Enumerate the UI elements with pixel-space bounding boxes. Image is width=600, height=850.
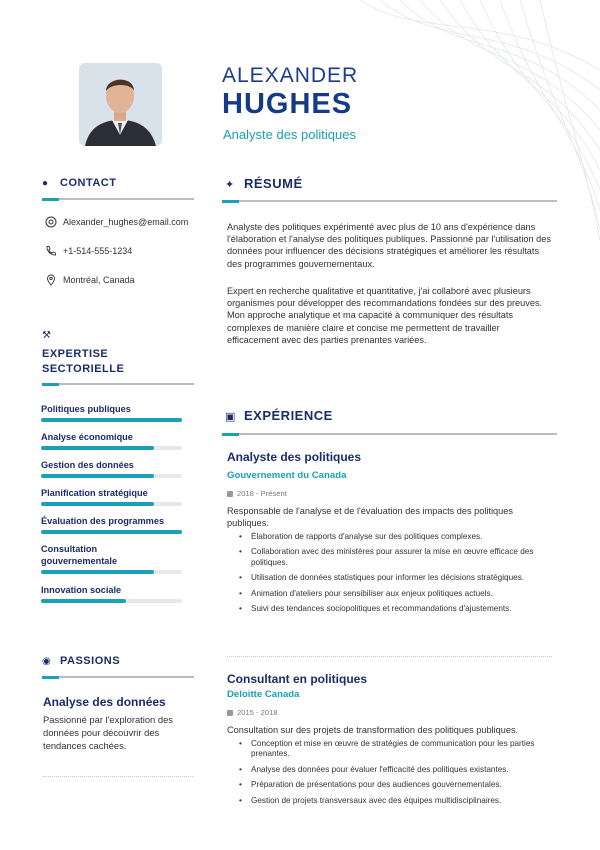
job-separator [227, 656, 552, 657]
contact-divider [42, 198, 194, 200]
job-dates: 2018 - Présent [227, 489, 557, 498]
experience-divider [222, 433, 557, 435]
skill-item: Évaluation des programmes [41, 515, 182, 534]
contact-location: Montréal, Canada [45, 274, 135, 286]
passion-title: Analyse des données [43, 695, 166, 709]
location-pin-icon [45, 274, 57, 286]
passion-separator [43, 776, 193, 777]
passion-description: Passionné par l'exploration des données pour découvrir des tendances cachées. [43, 714, 173, 751]
skill-item: Analyse économique [41, 431, 182, 450]
skill-item: Consultation gouvernementale [41, 543, 182, 574]
job-bullets [227, 739, 557, 806]
job-title: Analyste des politiques [227, 450, 362, 464]
first-name: ALEXANDER [222, 64, 359, 87]
phone-icon [45, 245, 57, 257]
skill-bar [41, 570, 182, 574]
skill-bar [41, 474, 182, 478]
lightbulb-icon: ◉ [42, 656, 52, 667]
user-icon: ● [42, 178, 49, 189]
list-item: • Animation d'ateliers pour sensibiliser aux enjeux politiques actuels. [239, 589, 557, 599]
skill-item: Planification stratégique [41, 487, 182, 506]
list-item: • Conception et mise en œuvre de stratégies de communication pour les parties prenantes. [239, 739, 557, 760]
at-icon [45, 216, 57, 228]
list-item: • Utilisation de données statistiques pour informer les décisions stratégiques. [239, 573, 557, 583]
job-title: Analyste des politiques [223, 127, 356, 142]
last-name: HUGHES [222, 88, 353, 120]
job-title: Consultant en politiques [227, 672, 367, 686]
skill-bar [41, 446, 182, 450]
list-item: • Suivi des tendances sociopolitiques et recommandations d'ajustements. [239, 604, 557, 614]
profile-photo [79, 63, 162, 146]
experience-heading: ▣ EXPÉRIENCE [225, 408, 333, 423]
job-company: Gouvernement du Canada [227, 470, 347, 481]
skill-item: Politiques publiques [41, 403, 182, 422]
resume-paragraph-1: Analyste des politiques expérimenté avec plus de 10 ans d'expérience dans l'élaboration et l'analyse des politiques publiques. Passionné par l'utilisation des données pour influencer des décisions stratégiques et améliorer les résultats des programmes gouvernementaux. [227, 222, 551, 269]
passions-heading: ◉ PASSIONS [42, 655, 121, 667]
calendar-icon [227, 710, 233, 716]
resume-heading: ✦ RÉSUMÉ [225, 176, 303, 191]
contact-heading: ● CONTACT [42, 177, 117, 189]
job-description: Consultation sur des projets de transformation des politiques publiques. [227, 725, 519, 735]
passions-divider [42, 676, 194, 678]
skill-bar [41, 530, 182, 534]
list-item: • Préparation de présentations pour des audiences gouvernementales. [239, 780, 557, 790]
job-entry [227, 672, 557, 811]
resume-paragraph-2: Expert en recherche qualitative et quantitative, j'ai collaboré avec plusieurs organismes pour développer des recommandations fondées sur des preuves. Mon approche analytique et ma capacité à communiquer des résultats complexes de manière claire et concise me permettent de travailler efficacement avec des parties prenantes variées. [227, 286, 543, 345]
list-item: • Gestion de projets transversaux avec des équipes multidisciplinaires. [239, 796, 557, 806]
skill-bar [41, 418, 182, 422]
job-description: Responsable de l'analyse et de l'évaluation des impacts des politiques publiques. [227, 506, 513, 528]
resume-divider [222, 200, 557, 202]
contact-phone[interactable]: +1-514-555-1234 [45, 245, 132, 257]
expertise-divider [42, 383, 194, 385]
job-entry [227, 450, 557, 620]
contact-email[interactable]: Alexander_hughes@email.com [45, 216, 188, 228]
briefcase-icon: ▣ [225, 411, 236, 423]
expertise-heading: ⚒ EXPERTISE SECTORIELLE [42, 330, 125, 375]
calendar-icon [227, 491, 233, 497]
sparkle-icon: ✦ [225, 179, 235, 191]
job-company: Deloitte Canada [227, 689, 300, 700]
list-item: • Collaboration avec des ministères pour assurer la mise en œuvre efficace des politiques. [239, 547, 557, 568]
wrench-icon: ⚒ [42, 330, 52, 341]
list-item: • Élaboration de rapports d'analyse sur des politiques complexes. [239, 532, 557, 542]
job-bullets [227, 532, 557, 615]
skill-item: Gestion des données [41, 459, 182, 478]
job-dates: 2015 - 2018 [227, 708, 557, 717]
skill-bar [41, 599, 182, 603]
skill-item: Innovation sociale [41, 584, 182, 603]
list-item: • Analyse des données pour évaluer l'efficacité des politiques existantes. [239, 765, 557, 775]
skill-bar [41, 502, 182, 506]
